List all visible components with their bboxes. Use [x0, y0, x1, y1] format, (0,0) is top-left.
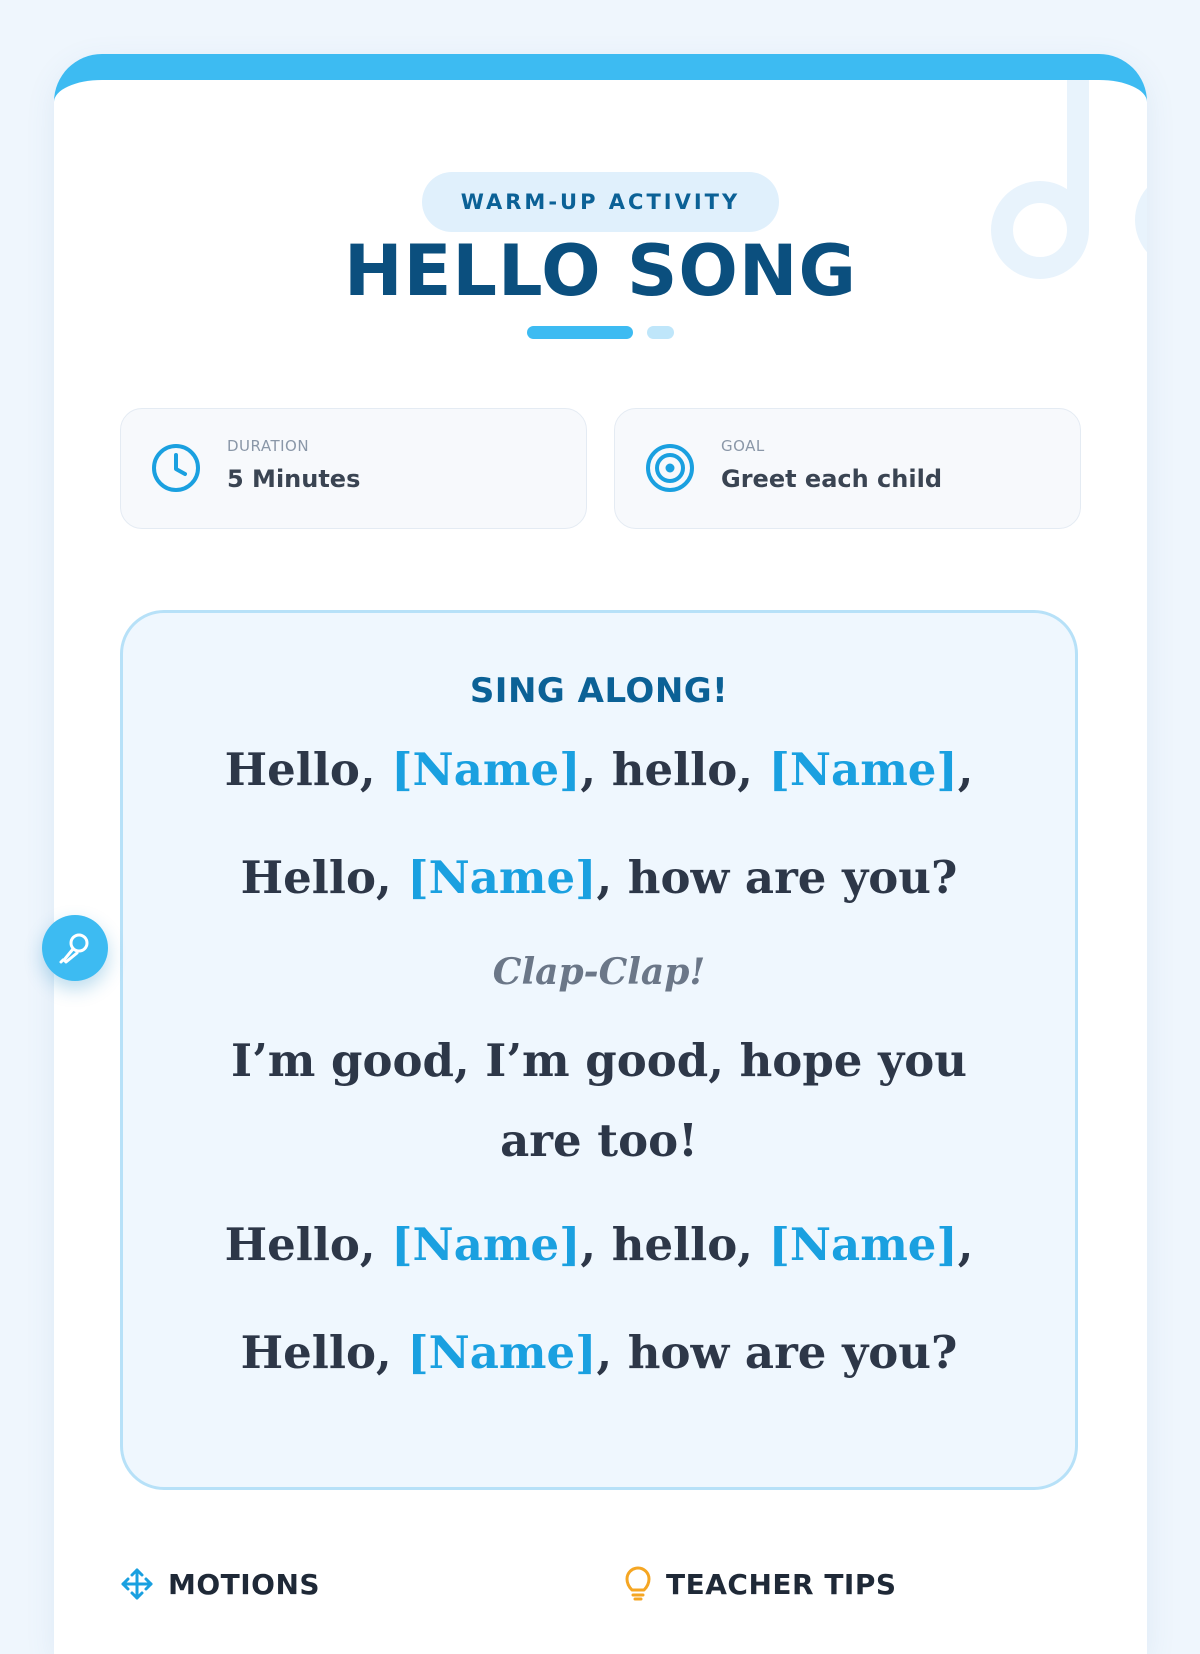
microphone-icon [57, 930, 93, 966]
lyric-line-1 [123, 743, 1075, 796]
motions-section-header [120, 1564, 320, 1604]
move-arrows-icon [120, 1567, 154, 1601]
goal-label: GOAL [721, 437, 765, 455]
lyric-text: Hello, [240, 851, 408, 904]
title-underline-dot [647, 326, 674, 339]
lyrics-panel [120, 610, 1078, 1490]
lyric-text: Hello, [224, 743, 392, 796]
name-placeholder: [Name] [391, 743, 581, 796]
duration-value: 5 Minutes [227, 465, 361, 493]
target-icon [641, 439, 699, 497]
goal-card [614, 408, 1081, 529]
page-title: HELLO SONG [344, 230, 857, 312]
lyric-text: , how are you? [596, 1326, 958, 1379]
teacher-tips-title: TEACHER TIPS [666, 1567, 897, 1601]
goal-value: Greet each child [721, 465, 943, 493]
duration-label: DURATION [227, 437, 310, 455]
microphone-button[interactable] [42, 915, 108, 981]
name-placeholder: [Name] [768, 743, 958, 796]
lyric-text: , hello, [580, 743, 769, 796]
clock-icon [147, 439, 205, 497]
lyric-text: , hello, [580, 1218, 769, 1271]
duration-card [120, 408, 587, 529]
lyric-line-3: I’m good, I’m good, hope you are too! [231, 1034, 967, 1167]
activity-card [54, 54, 1147, 1654]
lyric-line-5 [123, 1326, 1075, 1379]
lyric-line-2 [123, 851, 1075, 904]
title-underline [527, 326, 633, 339]
lightbulb-icon [624, 1566, 652, 1602]
name-placeholder: [Name] [407, 851, 597, 904]
lyric-text: , [957, 1218, 974, 1271]
lyric-text: Hello, [224, 1218, 392, 1271]
name-placeholder: [Name] [768, 1218, 958, 1271]
activity-type-badge: WARM-UP ACTIVITY [422, 172, 779, 232]
lyric-sound-effect: Clap-Clap! [492, 951, 706, 993]
lyric-text: Hello, [240, 1326, 408, 1379]
lyrics-heading: SING ALONG! [469, 671, 729, 711]
lyric-text: , [957, 743, 974, 796]
name-placeholder: [Name] [391, 1218, 581, 1271]
motions-title: MOTIONS [168, 1567, 321, 1601]
lyric-text: , how are you? [596, 851, 958, 904]
name-placeholder: [Name] [407, 1326, 597, 1379]
lyric-line-4 [123, 1218, 1075, 1271]
teacher-tips-section-header [624, 1564, 897, 1604]
